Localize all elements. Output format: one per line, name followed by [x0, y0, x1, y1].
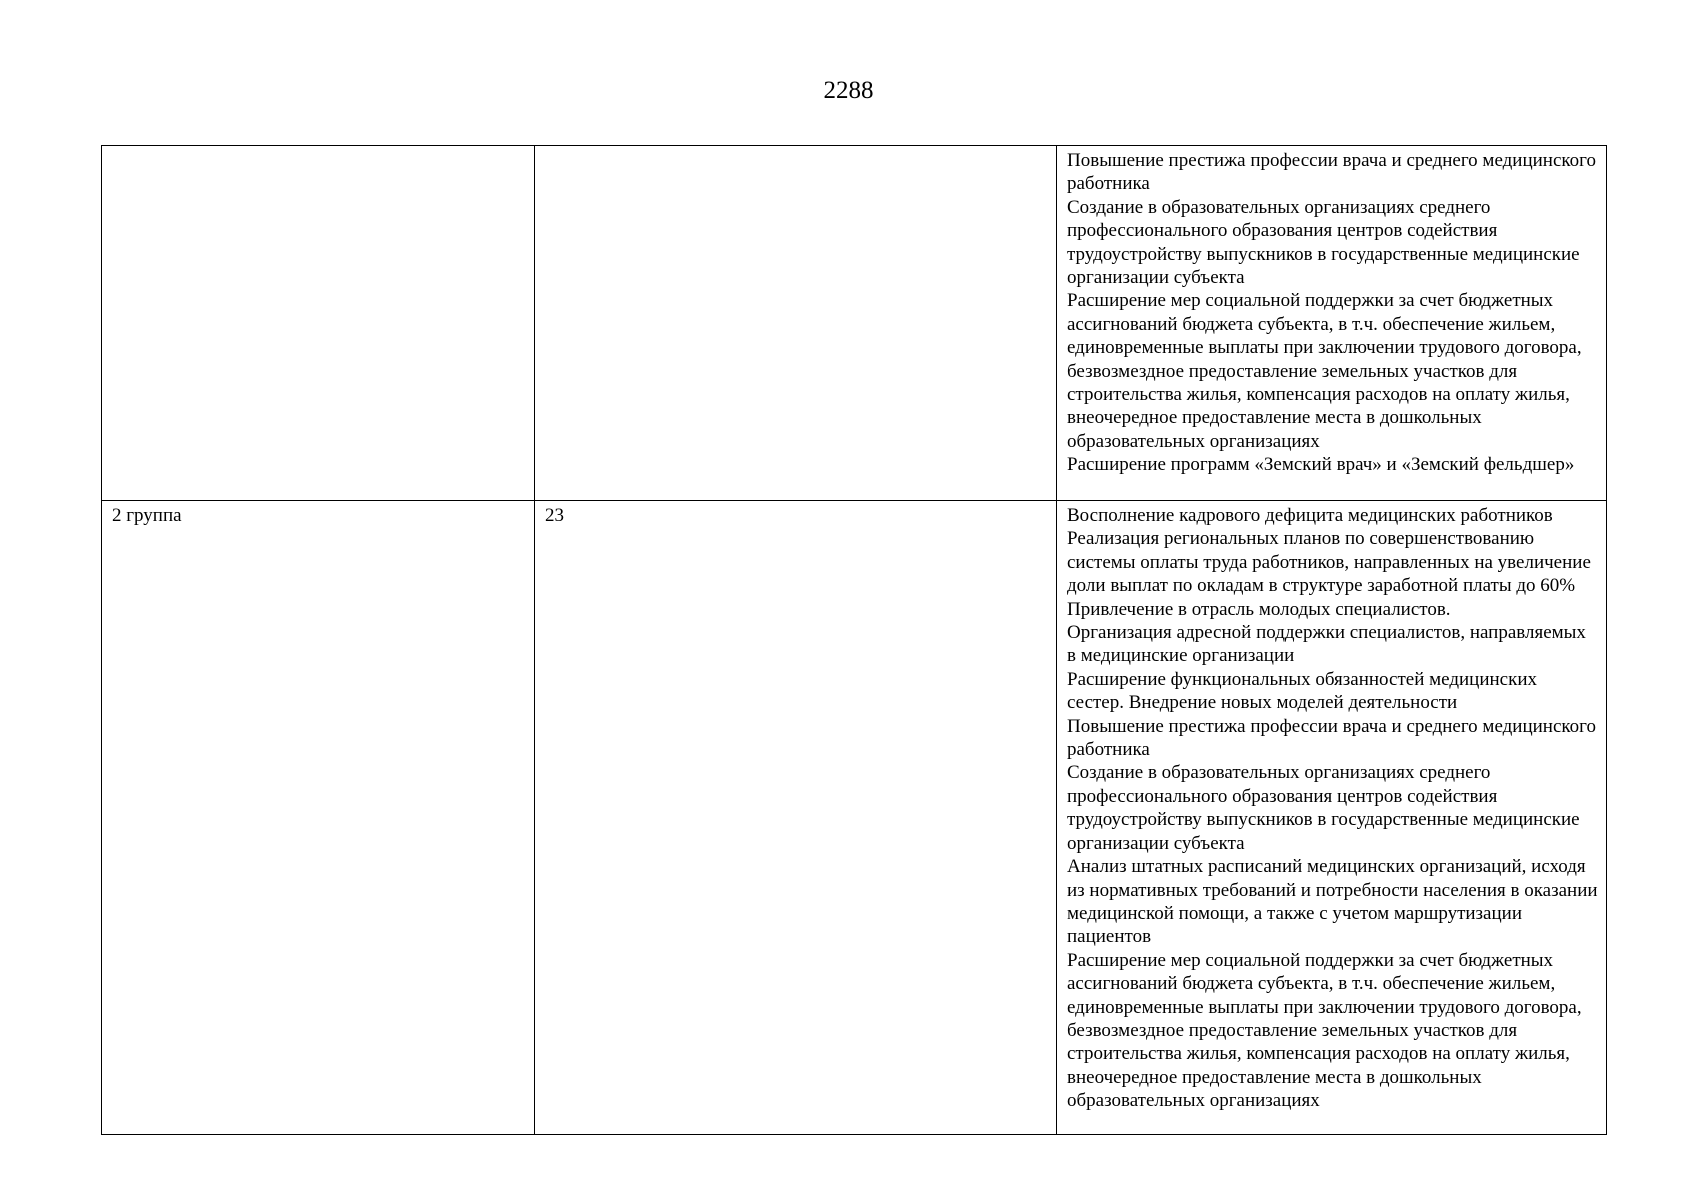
group-cell: 2 группа [102, 501, 535, 1135]
measure-item: Восполнение кадрового дефицита медицинских работников [1067, 505, 1553, 526]
measure-item: Расширение функциональных обязанностей медицинских сестер. Внедрение новых моделей деятельности [1067, 668, 1537, 714]
table-row [102, 501, 1607, 1135]
measure-item: Реализация региональных планов по совершенствованию системы оплаты труда работников, направленных на увеличение доли выплат по окладам в структуре заработной платы до 60% [1067, 528, 1591, 597]
value-cell [535, 146, 1057, 501]
measure-item: Расширение мер социальной поддержки за счет бюджетных ассигнований бюджета субъекта, в т.ч. обеспечение жильем, единовременные выплаты при заключении трудового договора, безвозмездное предоставление земельных участков для строительства жилья, компенсация расходов на оплату жилья, внеочередное предоставление места в дошкольных образовательных организациях [1067, 290, 1582, 452]
measures-table [101, 145, 1607, 1135]
measure-item: Повышение престижа профессии врача и среднего медицинского работника [1067, 150, 1596, 195]
measures-cell [1057, 501, 1607, 1135]
page-number: 2288 [823, 77, 874, 104]
value-cell: 23 [535, 501, 1057, 1135]
measure-item: Расширение мер социальной поддержки за счет бюджетных ассигнований бюджета субъекта, в т.ч. обеспечение жильем, единовременные выплаты при заключении трудового договора, безвозмездное предоставление земельных участков для строительства жилья, компенсация расходов на оплату жилья, внеочередное предоставление места в дошкольных образовательных организациях [1067, 949, 1582, 1112]
measure-item: Привлечение в отрасль молодых специалистов. [1067, 598, 1451, 620]
measure-item: Создание в образовательных организациях среднего профессионального образования центров содействия трудоустройству выпускников в государственные медицинские организации субъекта [1067, 762, 1580, 854]
measure-item: Повышение престижа профессии врача и среднего медицинского работника [1067, 715, 1596, 761]
table-row [102, 146, 1607, 501]
measures-cell [1057, 146, 1607, 501]
measure-item: Расширение программ «Земский врач» и «Земский фельдшер» [1067, 454, 1575, 476]
measure-item: Организация адресной поддержки специалистов, направляемых в медицинские организации [1067, 622, 1586, 667]
measure-item: Создание в образовательных организациях среднего профессионального образования центров содействия трудоустройству выпускников в государственные медицинские организации субъекта [1067, 196, 1580, 289]
measure-item: Анализ штатных расписаний медицинских организаций, исходя из нормативных требований и потребности населения в оказании медицинской помощи, а также с учетом маршрутизации пациентов [1067, 856, 1598, 948]
group-cell [102, 146, 535, 501]
